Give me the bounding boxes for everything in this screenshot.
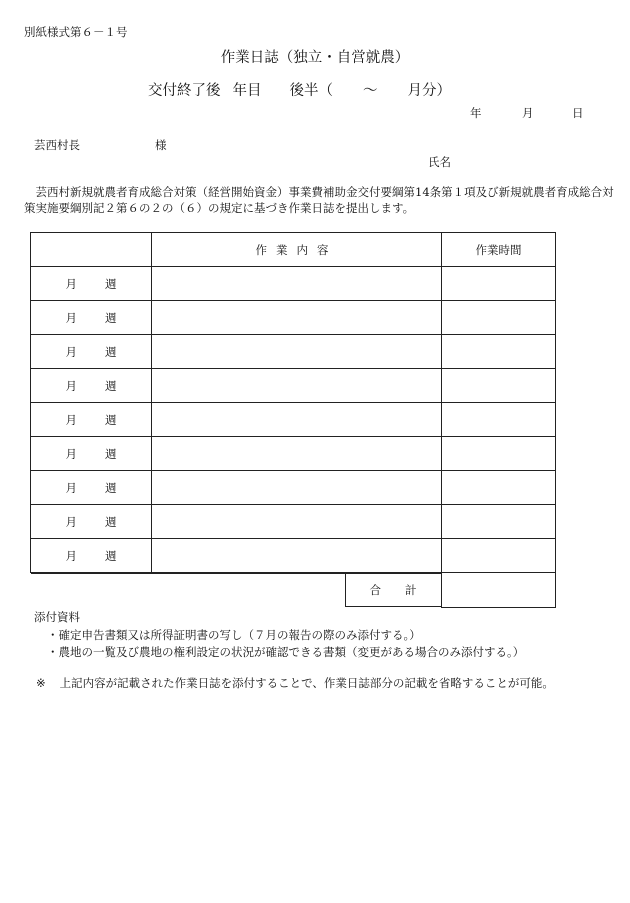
header-content-cell: 作業内容 bbox=[152, 233, 442, 267]
work-content-cell[interactable] bbox=[152, 369, 442, 403]
work-content-cell[interactable] bbox=[152, 539, 442, 573]
date-day: 日 bbox=[572, 106, 584, 120]
note-mark: ※ bbox=[36, 676, 46, 690]
header-period-cell bbox=[31, 233, 152, 267]
form-number: 別紙様式第６－１号 bbox=[24, 25, 128, 39]
period-cell bbox=[31, 369, 152, 403]
week-label: 週 bbox=[105, 480, 117, 495]
month-label: 月 bbox=[65, 310, 77, 325]
week-label: 週 bbox=[105, 548, 117, 563]
attachment-item: ・確定申告書類又は所得証明書の写し（７月の報告の際のみ添付する。） bbox=[47, 628, 421, 642]
period-cell bbox=[31, 505, 152, 539]
recipient-honorific: 様 bbox=[155, 138, 167, 152]
table-row bbox=[31, 505, 556, 539]
total-char-2: 計 bbox=[405, 583, 417, 597]
week-label: 週 bbox=[105, 514, 117, 529]
work-hours-cell[interactable] bbox=[442, 437, 556, 471]
month-label: 月 bbox=[65, 412, 77, 427]
period-subtitle bbox=[148, 79, 451, 100]
note bbox=[36, 675, 554, 691]
work-hours-cell[interactable] bbox=[442, 505, 556, 539]
table-row bbox=[31, 471, 556, 505]
period-cell bbox=[31, 301, 152, 335]
work-content-cell[interactable] bbox=[152, 505, 442, 539]
declaration-text: 芸西村新規就農者育成総合対策（経営開始資金）事業費補助金交付要綱第14条第１項及び新規就農者育成総合対策実施要綱別記２第６の２の（６）の規定に基づき作業日誌を提出します。 bbox=[24, 185, 614, 215]
period-suffix: 月分） bbox=[407, 83, 451, 99]
month-label: 月 bbox=[65, 446, 77, 461]
period-tilde: ～ bbox=[363, 83, 378, 99]
week-label: 週 bbox=[105, 344, 117, 359]
attachments-title: 添付資料 bbox=[34, 610, 80, 624]
month-label: 月 bbox=[65, 514, 77, 529]
note-text: 上記内容が記載された作業日誌を添付することで、作業日誌部分の記載を省略することが可能。 bbox=[59, 676, 554, 690]
week-label: 週 bbox=[105, 412, 117, 427]
work-content-cell[interactable] bbox=[152, 301, 442, 335]
recipient bbox=[34, 137, 167, 153]
date-month: 月 bbox=[522, 106, 534, 120]
period-cell bbox=[31, 471, 152, 505]
month-label: 月 bbox=[65, 344, 77, 359]
total-row-spacer bbox=[31, 573, 442, 608]
work-content-cell[interactable] bbox=[152, 437, 442, 471]
table-row bbox=[31, 369, 556, 403]
date-year: 年 bbox=[470, 106, 482, 120]
work-hours-cell[interactable] bbox=[442, 369, 556, 403]
total-char-1: 合 bbox=[369, 583, 381, 597]
period-prefix: 交付終了後 bbox=[148, 83, 221, 99]
date-line bbox=[470, 105, 584, 121]
table-header-row bbox=[31, 233, 556, 267]
work-content-cell[interactable] bbox=[152, 335, 442, 369]
period-year: 年目 bbox=[232, 83, 262, 99]
work-log-table bbox=[30, 232, 556, 608]
week-label: 週 bbox=[105, 446, 117, 461]
total-label-cell bbox=[345, 573, 441, 607]
total-row bbox=[31, 573, 556, 608]
recipient-name: 芸西村長 bbox=[34, 138, 80, 152]
work-hours-cell[interactable] bbox=[442, 403, 556, 437]
week-label: 週 bbox=[105, 276, 117, 291]
applicant-name-label: 氏名 bbox=[428, 155, 451, 169]
table-row bbox=[31, 539, 556, 573]
work-hours-cell[interactable] bbox=[442, 471, 556, 505]
attachment-item: ・農地の一覧及び農地の権利設定の状況が確認できる書類（変更がある場合のみ添付する。） bbox=[47, 645, 525, 659]
period-cell bbox=[31, 403, 152, 437]
period-cell bbox=[31, 335, 152, 369]
month-label: 月 bbox=[65, 548, 77, 563]
work-hours-cell[interactable] bbox=[442, 301, 556, 335]
table-row bbox=[31, 301, 556, 335]
table-row bbox=[31, 437, 556, 471]
work-hours-cell[interactable] bbox=[442, 335, 556, 369]
work-hours-cell[interactable] bbox=[442, 267, 556, 301]
month-label: 月 bbox=[65, 480, 77, 495]
period-half: 後半（ bbox=[289, 83, 333, 99]
work-content-cell[interactable] bbox=[152, 471, 442, 505]
month-label: 月 bbox=[65, 276, 77, 291]
work-hours-cell[interactable] bbox=[442, 539, 556, 573]
header-hours-cell: 作業時間 bbox=[442, 233, 556, 267]
page-title: 作業日誌（独立・自営就農） bbox=[220, 50, 410, 66]
month-label: 月 bbox=[65, 378, 77, 393]
week-label: 週 bbox=[105, 378, 117, 393]
work-content-cell[interactable] bbox=[152, 403, 442, 437]
week-label: 週 bbox=[105, 310, 117, 325]
table-row bbox=[31, 403, 556, 437]
period-cell bbox=[31, 539, 152, 573]
period-cell bbox=[31, 267, 152, 301]
table-row bbox=[31, 267, 556, 301]
table-row bbox=[31, 335, 556, 369]
period-cell bbox=[31, 437, 152, 471]
work-content-cell[interactable] bbox=[152, 267, 442, 301]
total-hours-cell[interactable] bbox=[442, 573, 556, 608]
